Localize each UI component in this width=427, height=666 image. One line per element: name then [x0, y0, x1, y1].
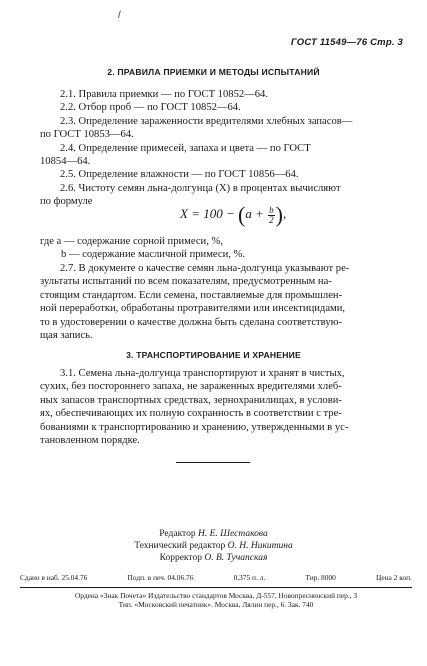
- formula-a: a +: [245, 205, 264, 221]
- paragraph-2-7: [40, 262, 395, 342]
- text-line: ной переработки, обработаны протравителями или инсектицидами,: [40, 303, 346, 315]
- text-line: ных запасов транспортных средствах, зернохранилищах, в услови-: [40, 394, 342, 406]
- text-line: 2.5. Определение влажности — по ГОСТ 10856—64.: [60, 169, 299, 181]
- imprint-run: Тир. 8000: [305, 573, 336, 582]
- corrector-label: Корректор: [159, 553, 202, 563]
- tech-editor-line: [0, 540, 427, 552]
- text-line: 2.2. Отбор проб — по ГОСТ 10852—64.: [60, 102, 241, 114]
- text-line: 2.1. Правила приемки — по ГОСТ 10852—64.: [60, 89, 269, 100]
- section-3-title: 3. ТРАНСПОРТИРОВАНИЕ И ХРАНЕНИЕ: [126, 350, 301, 360]
- legend-line-a: где a — содержание сорной примеси, %,: [40, 236, 223, 247]
- text-line: 2.4. Определение примесей, запаха и цвета — по ГОСТ: [60, 142, 311, 154]
- editor-label: Редактор: [159, 529, 196, 539]
- paragraph-3-1: [40, 367, 395, 447]
- corrector-line: [0, 552, 427, 564]
- text-line: 10854—64.: [40, 156, 91, 168]
- separator-rule: [176, 462, 250, 463]
- purity-formula: [180, 202, 286, 228]
- text-line: сухих, без постороннего запаха, не зараженных вредителями хлеб-: [40, 381, 342, 393]
- formula-fraction: [268, 206, 275, 225]
- text-line: зультаты испытаний по всем показателям, предусмотренным на-: [40, 276, 332, 288]
- imprint-price: Цена 2 коп.: [375, 573, 412, 582]
- formula-lhs: X = 100 −: [180, 205, 235, 221]
- tech-editor-label: Технический редактор: [134, 541, 226, 551]
- editor-name: Н. Е. Шестакова: [197, 529, 268, 539]
- imprint-sent: Сдано в наб. 25.04.76: [20, 573, 88, 582]
- stray-mark: /: [118, 10, 121, 21]
- text-line: по ГОСТ 10853—64.: [40, 129, 134, 141]
- text-line: 2.6. Чистоту семян льна-долгунца (X) в процентах вычисляют: [60, 182, 341, 194]
- text-line: по формуле: [40, 196, 93, 208]
- publisher-line: Ордена «Знак Почета» Издательство стандартов Москва, Д-557, Новопресненский пер., 3: [74, 590, 358, 600]
- section-2-items: [40, 88, 395, 209]
- page-header: ГОСТ 11549—76 Стр. 3: [290, 37, 403, 48]
- editor-line: [0, 528, 427, 540]
- text-line: 2.7. В документе о качестве семян льна-долгунца указывают ре-: [60, 263, 350, 274]
- printer-line: Тип. «Московский печатник». Москва, Лялин пер., 6. Зак. 740: [118, 600, 314, 609]
- text-line: стоящим стандартом. Если семена, поставляемые для промышлен-: [40, 289, 343, 301]
- text-line: 2.3. Определение зараженности вредителями хлебных запасов—: [60, 115, 353, 127]
- tech-editor-name: О. Н. Никитина: [227, 541, 293, 551]
- formula-close-paren: ): [275, 202, 283, 227]
- formula-tail: ,: [282, 205, 287, 221]
- corrector-name: О. В. Тучапская: [204, 553, 268, 563]
- section-2-title: 2. ПРАВИЛА ПРИЕМКИ И МЕТОДЫ ИСПЫТАНИЙ: [107, 67, 320, 77]
- legend-line-b: b — содержание масличной примеси, %.: [61, 249, 246, 261]
- formula-denominator: 2: [269, 214, 274, 225]
- formula-open-paren: (: [238, 202, 246, 227]
- publisher-info: [20, 587, 412, 610]
- formula-legend: [40, 235, 395, 262]
- imprint-block: [20, 573, 412, 610]
- text-line: то в удостоверении о качестве должна быть сделана соответствую-: [40, 316, 343, 328]
- formula-numerator: b: [269, 204, 274, 215]
- editors-block: [0, 528, 427, 564]
- text-line: 3.1. Семена льна-долгунца транспортируют и хранят в чистых,: [60, 368, 345, 379]
- text-line: ях, обеспечивающих их полную сохранность в соответствии с тре-: [40, 408, 342, 420]
- imprint-sheets: 0,375 п. л.: [233, 573, 266, 582]
- text-line: щая запись.: [40, 330, 93, 342]
- text-line: бованиями к транспортированию и хранению, утвержденными в ус-: [40, 421, 349, 433]
- imprint-signed: Подп. в печ. 04.06.76: [127, 573, 194, 582]
- imprint-row: [20, 573, 412, 583]
- text-line: тановленном порядке.: [40, 435, 140, 447]
